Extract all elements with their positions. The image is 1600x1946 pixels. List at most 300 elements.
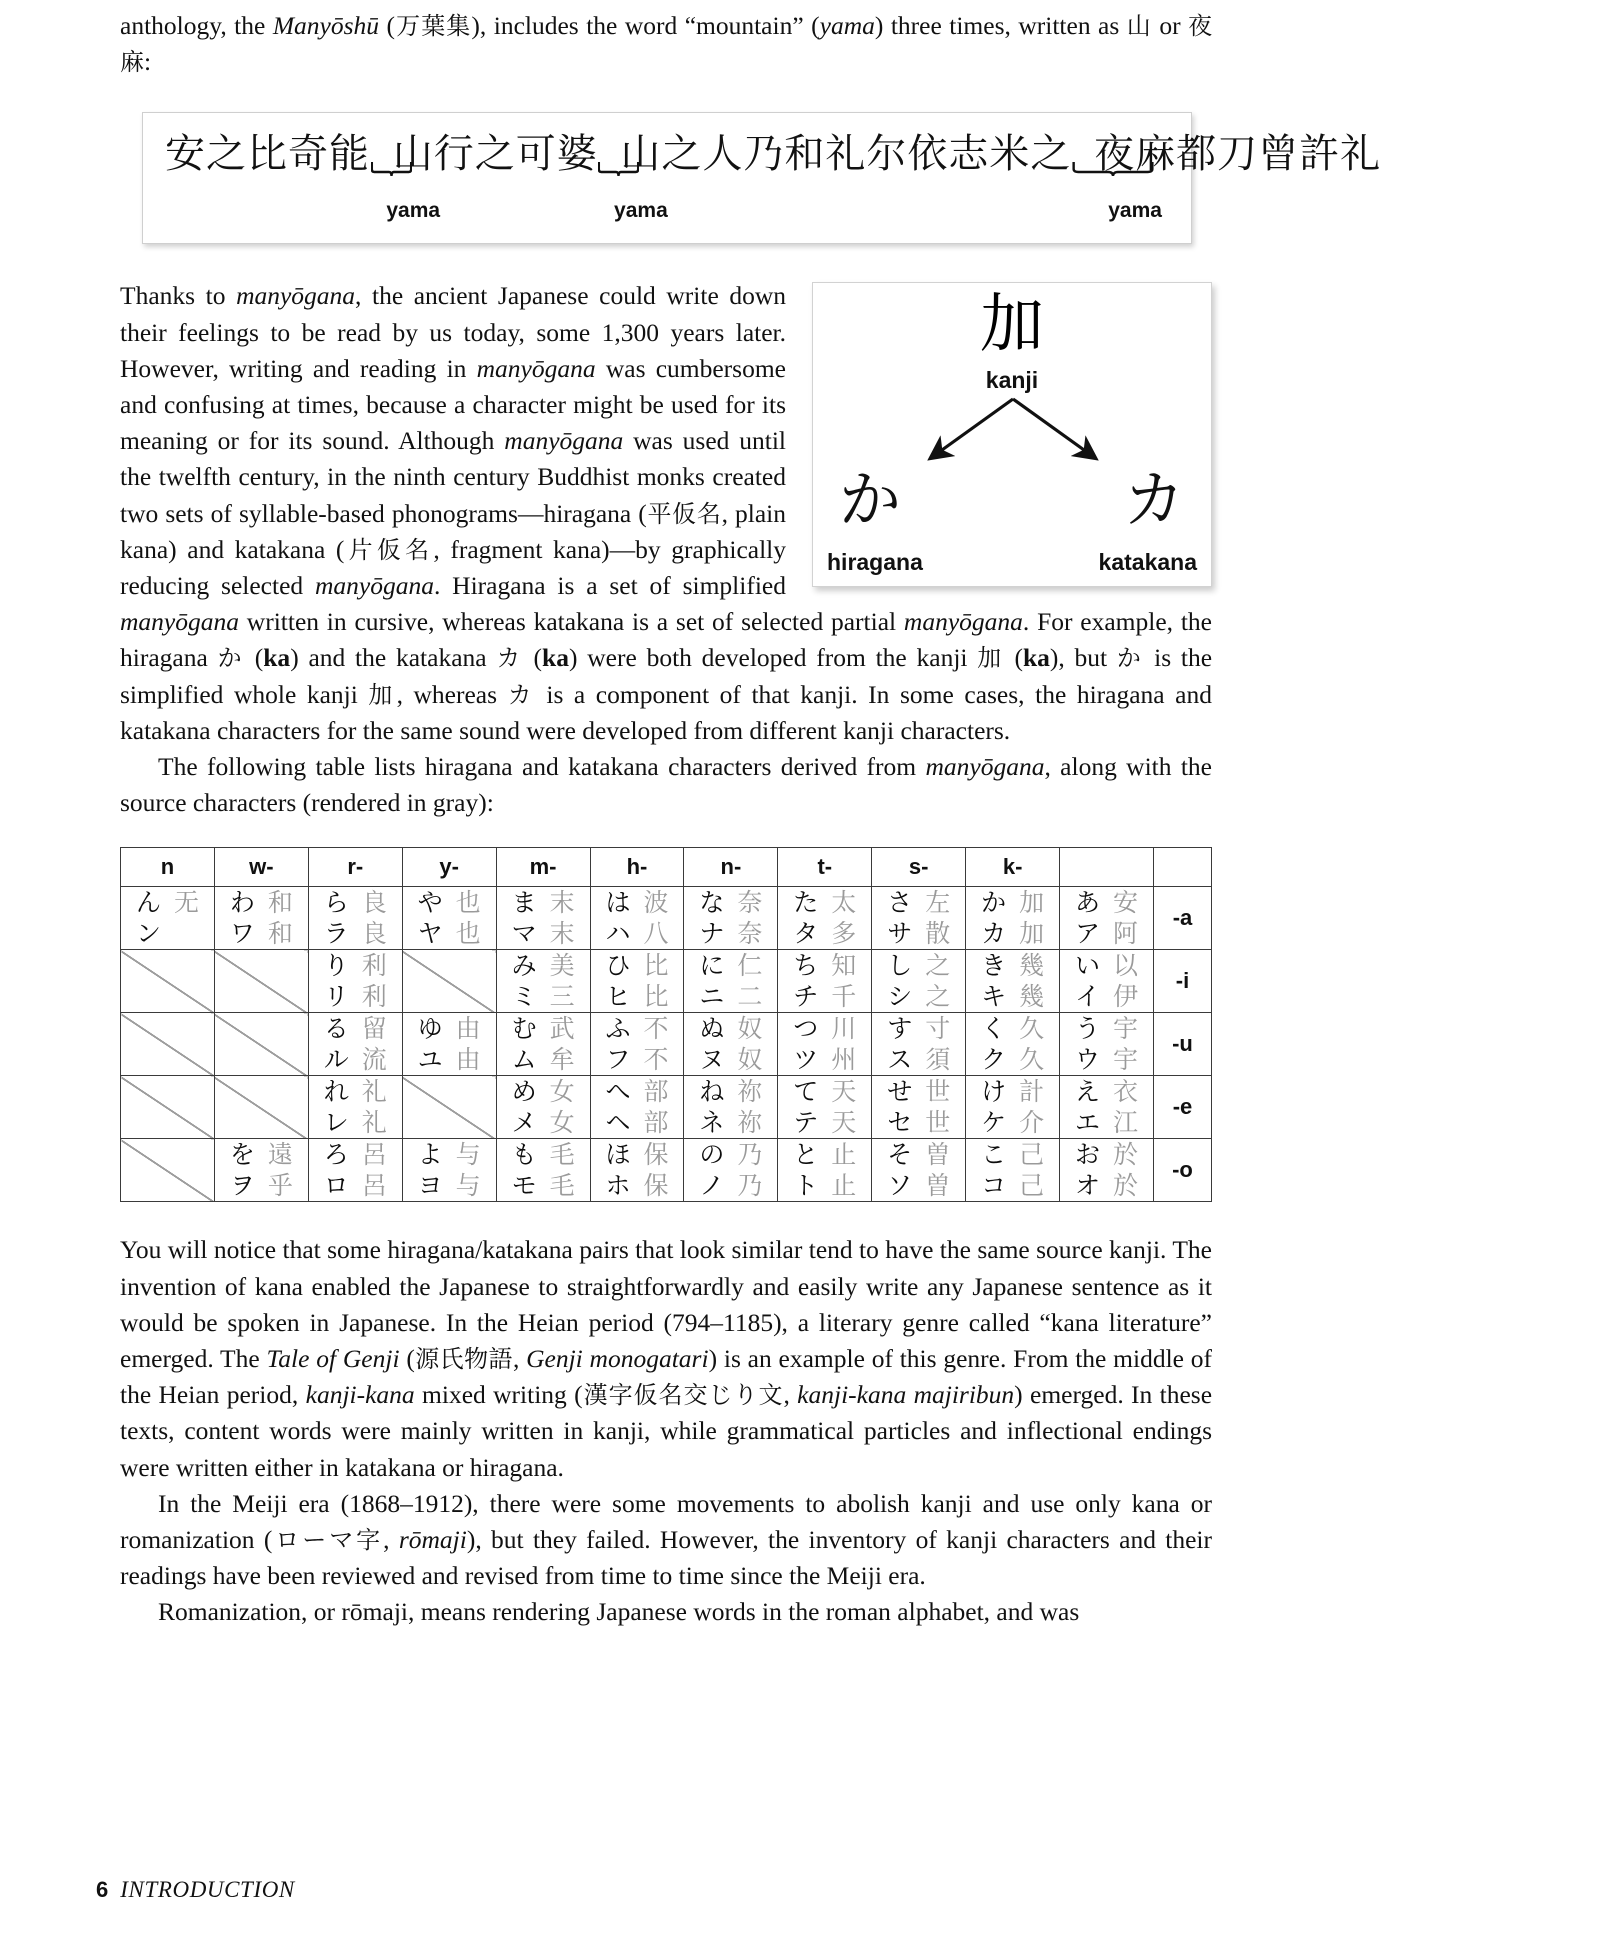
katakana-source-kanji: 曽 (925, 1171, 951, 1201)
katakana-glyph: イ (1075, 982, 1101, 1012)
hiragana-glyph: し (887, 951, 913, 981)
katakana-source-kanji: 江 (1113, 1108, 1139, 1138)
figure-katakana-glyph: カ (1122, 463, 1185, 537)
katakana-source-kanji: 加 (1019, 919, 1045, 949)
katakana-line (497, 981, 590, 1012)
hiragana-source-kanji: 世 (925, 1077, 951, 1107)
kana-cell (496, 1076, 590, 1139)
katakana-line (778, 981, 871, 1012)
hiragana-source-kanji: 奈 (737, 888, 763, 918)
katakana-source-kanji: 部 (643, 1108, 669, 1138)
kana-cell (1060, 1076, 1154, 1139)
katakana-source-kanji: 牟 (549, 1045, 575, 1075)
katakana-line (872, 1107, 965, 1138)
katakana-glyph: レ (323, 1108, 349, 1138)
katakana-source-kanji: 介 (1019, 1108, 1045, 1138)
hiragana-source-kanji: 加 (1019, 888, 1045, 918)
hiragana-glyph: わ (229, 888, 255, 918)
hiragana-line (778, 1139, 871, 1170)
hiragana-line (497, 1013, 590, 1044)
kana-cell (684, 950, 778, 1013)
katakana-glyph: ヘ (605, 1108, 631, 1138)
hiragana-source-kanji: 之 (925, 951, 951, 981)
hiragana-glyph: め (511, 1077, 537, 1107)
katakana-source-kanji: 毛 (549, 1171, 575, 1201)
katakana-line (684, 1170, 777, 1201)
kana-column-header: m- (496, 848, 590, 887)
hiragana-glyph: を (229, 1140, 255, 1170)
katakana-source-kanji: 良 (361, 919, 387, 949)
katakana-source-kanji: 散 (925, 919, 951, 949)
yama-label: yama (1108, 199, 1162, 223)
kana-table-header-row (121, 848, 1212, 887)
hiragana-source-kanji: 曽 (925, 1140, 951, 1170)
hiragana-line (872, 1139, 965, 1170)
vowel-row-label: -o (1154, 1139, 1212, 1202)
katakana-line (1060, 918, 1153, 949)
katakana-source-kanji: 天 (831, 1108, 857, 1138)
kana-cell (590, 950, 684, 1013)
manyoshu-kanji: 万葉集 (395, 12, 472, 40)
katakana-glyph: ヤ (417, 919, 443, 949)
manyogana-yama-labels (165, 199, 1169, 233)
hiragana-line (872, 1076, 965, 1107)
kana-column-header: n- (684, 848, 778, 887)
katakana-source-kanji: 奈 (737, 919, 763, 949)
katakana-glyph: カ (981, 919, 1007, 949)
hiragana-line (497, 1139, 590, 1170)
kana-column-header: r- (308, 848, 402, 887)
yama-label: yama (614, 199, 668, 223)
katakana-source-kanji: 阿 (1113, 919, 1139, 949)
hiragana-glyph: な (699, 888, 725, 918)
hiragana-line (591, 1139, 684, 1170)
hiragana-line (591, 1076, 684, 1107)
kana-cell-empty (121, 1139, 215, 1202)
hiragana-glyph: に (699, 951, 725, 981)
katakana-source-kanji: 久 (1019, 1045, 1045, 1075)
katakana-source-kanji: 乃 (737, 1171, 763, 1201)
hiragana-source-kanji: 呂 (361, 1140, 387, 1170)
katakana-line (591, 918, 684, 949)
hiragana-source-kanji: 仁 (737, 951, 763, 981)
katakana-source-kanji: 千 (831, 982, 857, 1012)
katakana-source-kanji: 宇 (1113, 1045, 1139, 1075)
katakana-source-kanji: 比 (643, 982, 669, 1012)
hiragana-source-kanji: 於 (1113, 1140, 1139, 1170)
kana-cell (496, 950, 590, 1013)
katakana-source-kanji: 呂 (361, 1171, 387, 1201)
katakana-source-kanji: 礼 (361, 1108, 387, 1138)
hiragana-source-kanji: 毛 (549, 1140, 575, 1170)
paragraph-table-intro: The following table lists hiragana and katakana characters derived from manyōgana, along with the source characters (rendered in gray): (120, 752, 1212, 818)
hiragana-source-kanji: 也 (455, 888, 481, 918)
hiragana-glyph: ね (699, 1077, 725, 1107)
hiragana-source-kanji: 太 (831, 888, 857, 918)
katakana-line (215, 918, 308, 949)
hiragana-line (591, 950, 684, 981)
katakana-source-kanji: 末 (549, 919, 575, 949)
katakana-line (684, 1107, 777, 1138)
katakana-glyph: ケ (981, 1108, 1007, 1138)
katakana-source-kanji: 伊 (1113, 982, 1139, 1012)
hiragana-glyph: そ (887, 1140, 913, 1170)
katakana-line (778, 1044, 871, 1075)
kana-column-header: y- (402, 848, 496, 887)
katakana-source-kanji: 八 (643, 919, 669, 949)
vowel-row-label: -a (1154, 887, 1212, 950)
katakana-line (1060, 1044, 1153, 1075)
top-para-part2: ( (379, 11, 396, 40)
hiragana-source-kanji: 衣 (1113, 1077, 1139, 1107)
kana-cell-empty (121, 1013, 215, 1076)
vowel-row-label: -u (1154, 1013, 1212, 1076)
hiragana-source-kanji: 宇 (1113, 1014, 1139, 1044)
katakana-glyph: ロ (323, 1171, 349, 1201)
hiragana-source-kanji: 留 (361, 1014, 387, 1044)
figure-hiragana-glyph: か (839, 463, 902, 537)
hiragana-line (1060, 1139, 1153, 1170)
manyogana-example-line (165, 131, 1382, 178)
katakana-line (684, 1044, 777, 1075)
hiragana-glyph: か (981, 888, 1007, 918)
top-paragraph (120, 8, 1212, 80)
hiragana-source-kanji: 遠 (267, 1140, 293, 1170)
paragraph-kana-literature: You will notice that some hiragana/katakana pairs that look similar tend to have the same source kanji. The invention of kana enabled the Japanese to straightforwardly and easily write any Japanese sentence as it would be spoken in Japanese. In the Heian period (794–1185), a literary genre called “kana literature” emerged. The Tale of Genji (源氏物語, Genji monogatari) is an example of this genre. From the middle of the Heian period, kanji-kana mixed writing (漢字仮名交じり文, kanji-kana majiribun) emerged. In these texts, content words were mainly written in kanji, while grammatical particles and inflectional endings were written either in katakana or hiragana. (120, 1235, 1213, 1482)
kana-cell (496, 887, 590, 950)
katakana-source-kanji: 由 (455, 1045, 481, 1075)
hiragana-line (403, 1139, 496, 1170)
hiragana-glyph: い (1075, 951, 1101, 981)
kana-table-container (120, 847, 1212, 1202)
hiragana-source-kanji: 計 (1019, 1077, 1045, 1107)
kana-cell (684, 1013, 778, 1076)
katakana-glyph: ス (887, 1045, 913, 1075)
hiragana-glyph: お (1075, 1140, 1101, 1170)
hiragana-line (1060, 887, 1153, 918)
katakana-glyph: テ (793, 1108, 819, 1138)
hiragana-line (1060, 1076, 1153, 1107)
kana-cell (684, 1139, 778, 1202)
katakana-glyph: チ (793, 982, 819, 1012)
katakana-glyph: タ (793, 919, 819, 949)
hiragana-line (403, 1013, 496, 1044)
kana-cell (872, 1139, 966, 1202)
kana-cell (590, 1013, 684, 1076)
kana-cell (308, 1013, 402, 1076)
vowel-row-label: -e (1154, 1076, 1212, 1139)
katakana-source-kanji: 保 (643, 1171, 669, 1201)
katakana-source-kanji: 世 (925, 1108, 951, 1138)
katakana-source-kanji: 也 (455, 919, 481, 949)
hiragana-source-kanji: 久 (1019, 1014, 1045, 1044)
hiragana-line (215, 887, 308, 918)
figure-kanji-glyph: 加 (980, 288, 1044, 363)
katakana-glyph: ム (511, 1045, 537, 1075)
kana-cell (308, 1139, 402, 1202)
katakana-line (591, 1044, 684, 1075)
hiragana-source-kanji: 波 (643, 888, 669, 918)
hiragana-line (309, 887, 402, 918)
kana-cell (402, 1013, 496, 1076)
katakana-glyph: フ (605, 1045, 631, 1075)
katakana-line (591, 1170, 684, 1201)
katakana-source-kanji: 与 (455, 1171, 481, 1201)
katakana-glyph: ワ (229, 919, 255, 949)
katakana-glyph: ネ (699, 1108, 725, 1138)
katakana-glyph: メ (511, 1108, 537, 1138)
paragraph-manyogana-history: Thanks to manyōgana, the ancient Japanese could write down their feelings to be read by us today, some 1,300 years later. However, writing and reading in manyōgana was cumbersome and confusing at times, because a character might be used for its meaning or for its sound. Although manyōgana was used until the twelfth century, in the ninth century Buddhist monks created two sets of syllable-based phonograms—hiragana (平仮名, plain kana) and katakana (片仮名, fragment kana)—by graphically reducing selected manyōgana. Hiragana is a set of simplified manyōgana written in cursive, whereas katakana is a set of selected partial manyōgana. For example, the hiragana か (ka) and the katakana カ (ka) were both developed from the kanji 加 (ka), but か is the simplified whole kanji 加, whereas カ is a component of that kanji. In some cases, the hiragana and katakana characters for the same sound were developed from different kanji characters. (120, 281, 1213, 745)
kana-cell-empty (214, 1013, 308, 1076)
kana-cell-empty (214, 1076, 308, 1139)
hiragana-glyph: ふ (605, 1014, 631, 1044)
hiragana-glyph: ろ (323, 1140, 349, 1170)
hiragana-glyph: ひ (605, 951, 631, 981)
manyogana-segment: 安之比奇能 (165, 131, 370, 178)
katakana-glyph: ウ (1075, 1045, 1101, 1075)
katakana-glyph: ニ (699, 982, 725, 1012)
hiragana-glyph: あ (1075, 888, 1101, 918)
hiragana-line (497, 887, 590, 918)
hiragana-source-kanji: 比 (643, 951, 669, 981)
hiragana-source-kanji: 利 (361, 951, 387, 981)
hiragana-glyph: は (605, 888, 631, 918)
hiragana-glyph: き (981, 951, 1007, 981)
hiragana-source-kanji: 保 (643, 1140, 669, 1170)
katakana-line (872, 1044, 965, 1075)
hiragana-glyph: ん (135, 888, 161, 918)
katakana-glyph: セ (887, 1108, 913, 1138)
hiragana-line (778, 887, 871, 918)
hiragana-glyph: む (511, 1014, 537, 1044)
hiragana-line (684, 1013, 777, 1044)
hiragana-source-kanji: 部 (643, 1077, 669, 1107)
kana-cell (1060, 950, 1154, 1013)
hiragana-source-kanji: 知 (831, 951, 857, 981)
kana-cell (872, 887, 966, 950)
katakana-source-kanji: 奴 (737, 1045, 763, 1075)
kana-cell (1060, 1013, 1154, 1076)
katakana-line (966, 981, 1059, 1012)
katakana-source-kanji: 己 (1019, 1171, 1045, 1201)
katakana-source-kanji: 於 (1113, 1171, 1139, 1201)
katakana-glyph: ヌ (699, 1045, 725, 1075)
hiragana-glyph: う (1075, 1014, 1101, 1044)
katakana-line (403, 918, 496, 949)
katakana-line (778, 918, 871, 949)
manyoshu-title: Manyōshū (272, 11, 380, 40)
kana-cell (308, 887, 402, 950)
kana-cell (872, 1013, 966, 1076)
hiragana-line (872, 950, 965, 981)
katakana-line (309, 918, 402, 949)
hiragana-source-kanji: 以 (1113, 951, 1139, 981)
hiragana-source-kanji: 天 (831, 1077, 857, 1107)
hiragana-glyph: と (793, 1140, 819, 1170)
katakana-source-kanji: 止 (831, 1171, 857, 1201)
hiragana-source-kanji: 末 (549, 888, 575, 918)
katakana-glyph: オ (1075, 1171, 1101, 1201)
katakana-line (403, 1170, 496, 1201)
figure-kanji-label: kanji (985, 367, 1039, 394)
hiragana-glyph: こ (981, 1140, 1007, 1170)
hiragana-line (684, 1139, 777, 1170)
hiragana-source-kanji: 祢 (737, 1077, 763, 1107)
katakana-glyph: ヲ (229, 1171, 255, 1201)
katakana-glyph: リ (323, 982, 349, 1012)
katakana-line (121, 918, 214, 949)
hiragana-line (872, 887, 965, 918)
page-content (120, 0, 1382, 1631)
kana-cell (778, 1013, 872, 1076)
hiragana-line (497, 1076, 590, 1107)
kana-cell-empty (214, 950, 308, 1013)
hiragana-line (778, 1013, 871, 1044)
yama-label: yama (386, 199, 441, 223)
kana-column-header (1060, 848, 1154, 887)
hiragana-line (966, 1076, 1059, 1107)
hiragana-line (591, 1013, 684, 1044)
footer-section-label: INTRODUCTION (120, 1877, 295, 1902)
katakana-glyph: エ (1075, 1108, 1101, 1138)
katakana-line (872, 918, 965, 949)
katakana-source-kanji: 多 (831, 919, 857, 949)
hiragana-line (215, 1139, 308, 1170)
hiragana-source-kanji: 不 (643, 1014, 669, 1044)
hiragana-glyph: の (699, 1140, 725, 1170)
manyogana-segment: 山之人乃和礼尔依志米之 (620, 131, 1072, 178)
hiragana-source-kanji: 无 (173, 888, 199, 918)
top-para-part1: anthology, the (120, 11, 273, 40)
hiragana-line (403, 887, 496, 918)
hiragana-line (684, 1076, 777, 1107)
kana-cell (121, 887, 215, 950)
hiragana-glyph: く (981, 1014, 1007, 1044)
hiragana-source-kanji: 与 (455, 1140, 481, 1170)
hiragana-source-kanji: 幾 (1019, 951, 1045, 981)
katakana-line (1060, 1107, 1153, 1138)
kana-table-row (121, 1013, 1212, 1076)
kana-cell (778, 887, 872, 950)
katakana-line (591, 981, 684, 1012)
katakana-line (684, 981, 777, 1012)
katakana-glyph: サ (887, 919, 913, 949)
kana-cell (496, 1139, 590, 1202)
hiragana-line (778, 950, 871, 981)
yama-italic: yama (819, 11, 875, 40)
katakana-source-kanji: 之 (925, 982, 951, 1012)
yama-kanji-1: 山 (1126, 12, 1152, 40)
hiragana-line (966, 950, 1059, 981)
kana-derivation-figure (812, 282, 1212, 587)
hiragana-glyph: へ (605, 1077, 631, 1107)
katakana-line (309, 1044, 402, 1075)
kana-column-header: w- (214, 848, 308, 887)
hiragana-source-kanji: 女 (549, 1077, 575, 1107)
hiragana-glyph: け (981, 1077, 1007, 1107)
hiragana-source-kanji: 左 (925, 888, 951, 918)
top-para-part6: : (144, 47, 152, 77)
katakana-glyph: シ (887, 982, 913, 1012)
katakana-line (778, 1170, 871, 1201)
kana-cell (684, 887, 778, 950)
hiragana-glyph: や (417, 888, 443, 918)
vowel-column-header (1154, 848, 1212, 887)
kana-cell (496, 1013, 590, 1076)
hiragana-glyph: ら (323, 888, 349, 918)
katakana-line (966, 1170, 1059, 1201)
katakana-line (872, 981, 965, 1012)
kana-cell (590, 887, 684, 950)
katakana-glyph: ヨ (417, 1171, 443, 1201)
hiragana-line (309, 1076, 402, 1107)
katakana-glyph: ソ (887, 1171, 913, 1201)
hiragana-line (966, 1139, 1059, 1170)
kana-cell (402, 1139, 496, 1202)
kana-cell (872, 1076, 966, 1139)
hiragana-glyph: ほ (605, 1140, 631, 1170)
manyogana-segment: 夜麻都刀曾許礼 (1094, 131, 1382, 178)
katakana-line (966, 1044, 1059, 1075)
katakana-line (215, 1170, 308, 1201)
katakana-line (778, 1107, 871, 1138)
yama-kanji-2: 夜麻 (120, 12, 1213, 77)
hiragana-glyph: さ (887, 888, 913, 918)
hiragana-glyph: え (1075, 1077, 1101, 1107)
katakana-line (309, 1170, 402, 1201)
vowel-row-label: -i (1154, 950, 1212, 1013)
katakana-source-kanji: 流 (361, 1045, 387, 1075)
kana-cell-empty (121, 1076, 215, 1139)
hiragana-glyph: よ (417, 1140, 443, 1170)
footer-page-number: 6 (96, 1877, 109, 1902)
hiragana-line (497, 950, 590, 981)
katakana-glyph: コ (981, 1171, 1007, 1201)
kana-cell (966, 1076, 1060, 1139)
kana-table-row (121, 950, 1212, 1013)
hiragana-line (309, 1013, 402, 1044)
katakana-glyph: ナ (699, 919, 725, 949)
kana-table-row (121, 1076, 1212, 1139)
hiragana-source-kanji: 止 (831, 1140, 857, 1170)
hiragana-source-kanji: 和 (267, 888, 293, 918)
hiragana-glyph: つ (793, 1014, 819, 1044)
hiragana-source-kanji: 乃 (737, 1140, 763, 1170)
katakana-source-kanji: 三 (549, 982, 575, 1012)
hiragana-line (121, 887, 214, 918)
katakana-line (309, 981, 402, 1012)
hiragana-source-kanji: 川 (831, 1014, 857, 1044)
hiragana-glyph: る (323, 1014, 349, 1044)
kana-cell (872, 950, 966, 1013)
hiragana-line (309, 950, 402, 981)
katakana-source-kanji: 女 (549, 1108, 575, 1138)
kana-cell (402, 887, 496, 950)
katakana-glyph: モ (511, 1171, 537, 1201)
paragraph-romanization: Romanization, or rōmaji, means rendering Japanese words in the roman alphabet, and was (158, 1597, 1080, 1627)
kana-cell (308, 950, 402, 1013)
kana-cell (1060, 1139, 1154, 1202)
katakana-source-kanji: 州 (831, 1045, 857, 1075)
top-para-part5: or (1151, 11, 1189, 40)
kana-table-row (121, 1139, 1212, 1202)
katakana-glyph: ノ (699, 1171, 725, 1201)
katakana-source-kanji: 幾 (1019, 982, 1045, 1012)
hiragana-line (1060, 1013, 1153, 1044)
katakana-source-kanji: 利 (361, 982, 387, 1012)
hiragana-glyph: ち (793, 951, 819, 981)
figure-katakana-label: katakana (1098, 549, 1197, 576)
